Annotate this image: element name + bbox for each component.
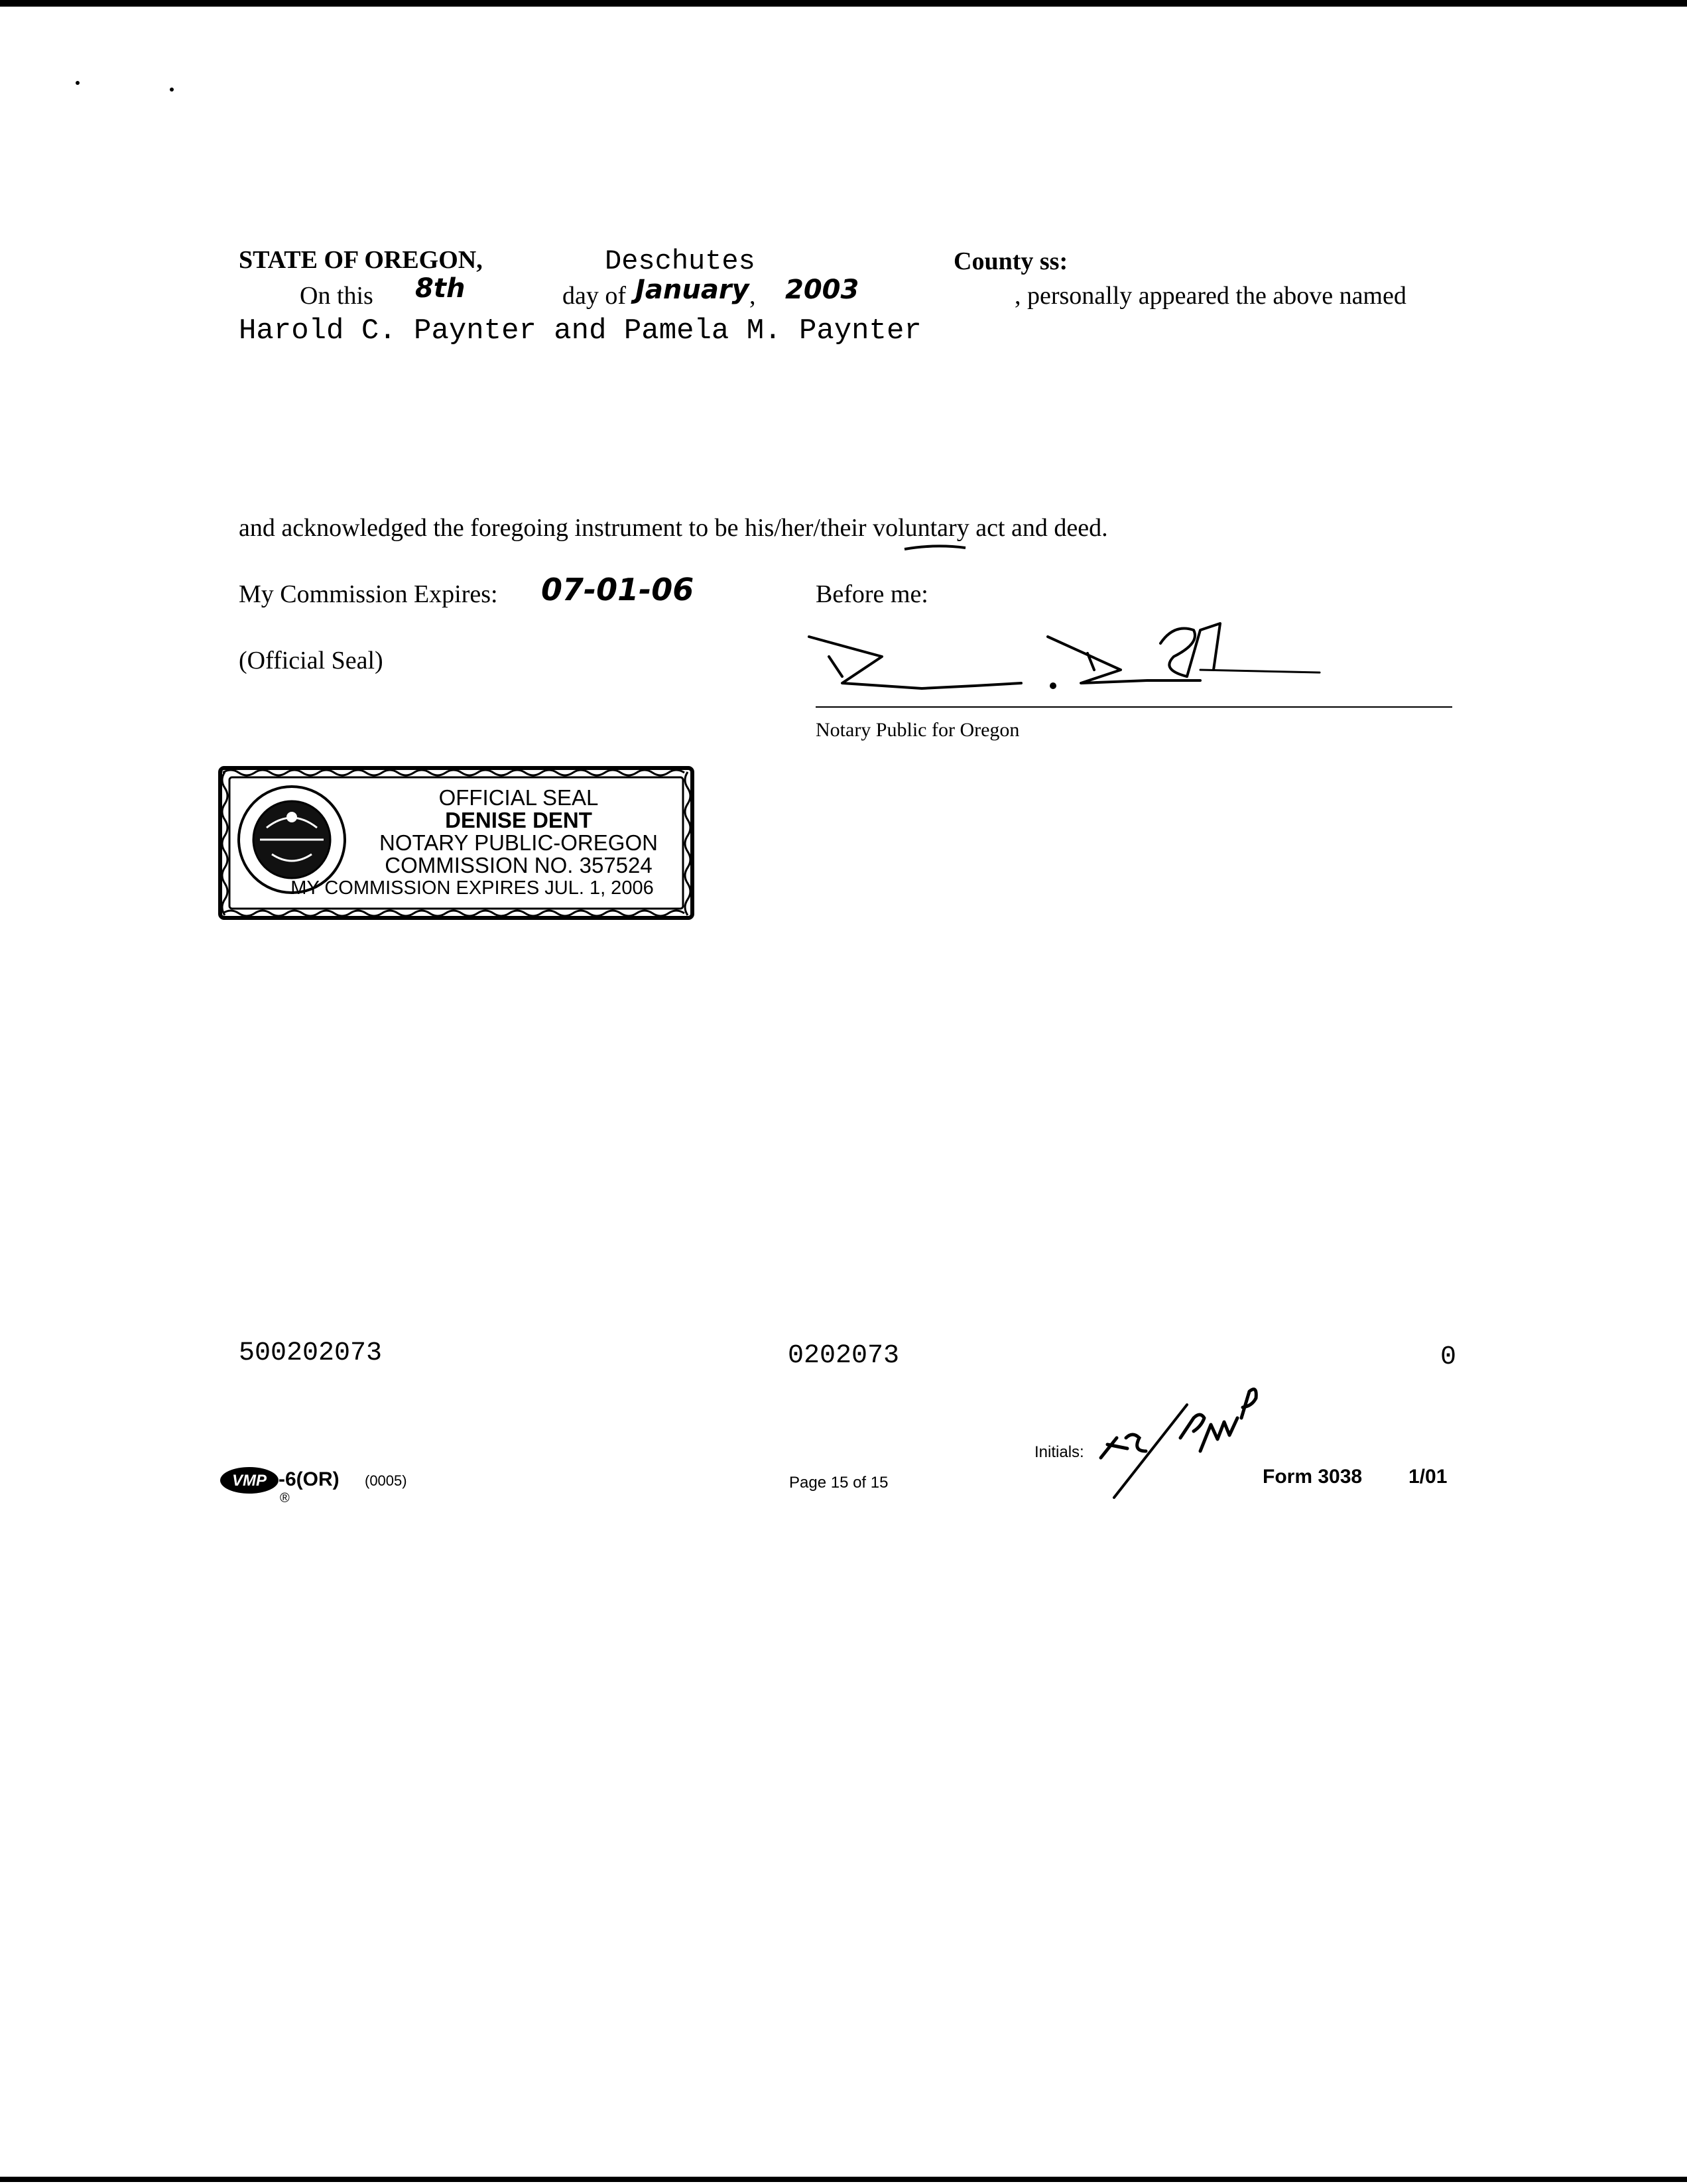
vmp-logo-text: VMP — [231, 1472, 267, 1490]
seal-expiration: MY COMMISSION EXPIRES JUL. 1, 2006 — [290, 877, 654, 899]
top-border — [0, 0, 1687, 7]
trailing-zero: 0 — [1440, 1342, 1457, 1372]
their-underline-mark — [902, 543, 968, 553]
loan-number: 500202073 — [239, 1338, 383, 1368]
seal-notary-name: DENISE DENT — [445, 808, 592, 832]
before-me-label: Before me: — [816, 580, 928, 608]
year-value-handwritten: 2003 — [785, 275, 859, 305]
initials-label: Initials: — [1034, 1443, 1084, 1461]
official-seal-label: (Official Seal) — [239, 647, 383, 674]
notary-caption: Notary Public for Oregon — [816, 719, 1020, 741]
acknowledgment-text: and acknowledged the foregoing instrument to be his/her/their voluntary act and deed. — [239, 514, 1108, 542]
form-code-suffix: (0005) — [365, 1472, 407, 1489]
initials-handwritten — [1088, 1365, 1286, 1511]
county-ss: County ss: — [954, 247, 1068, 275]
state-heading: STATE OF OREGON, — [239, 246, 483, 274]
bottom-border — [0, 2177, 1687, 2182]
grantor-names: Harold C. Paynter and Pamela M. Paynter — [239, 314, 922, 348]
registered-mark: ® — [280, 1491, 290, 1506]
day-of-label: day of — [562, 282, 627, 310]
month-value-handwritten: January — [635, 275, 749, 305]
page-indicator: Page 15 of 15 — [789, 1474, 889, 1492]
notary-signature — [802, 617, 1333, 710]
form-code: -6(OR) — [279, 1468, 340, 1490]
seal-line-3: NOTARY PUBLIC-OREGON — [379, 830, 658, 855]
year-separator: , — [749, 282, 756, 310]
county-name: Deschutes — [605, 245, 755, 277]
commission-expires-label: My Commission Expires: — [239, 580, 498, 608]
seal-commission-number: COMMISSION NO. 357524 — [385, 853, 653, 877]
official-seal-stamp — [214, 761, 699, 925]
on-this-label: On this — [300, 282, 373, 310]
short-loan-number: 0202073 — [788, 1341, 900, 1371]
scan-speck — [76, 81, 80, 85]
personally-appeared-text: , personally appeared the above named — [1015, 282, 1406, 310]
form-date: 1/01 — [1408, 1466, 1448, 1488]
signature-line — [816, 706, 1452, 708]
commission-expires-value: 07-01-06 — [541, 572, 694, 608]
seal-line-1: OFFICIAL SEAL — [438, 785, 599, 810]
form-number: Form 3038 — [1263, 1466, 1363, 1488]
scan-speck — [170, 88, 174, 92]
day-value-handwritten: 8th — [415, 273, 466, 304]
vmp-logo — [219, 1464, 282, 1501]
